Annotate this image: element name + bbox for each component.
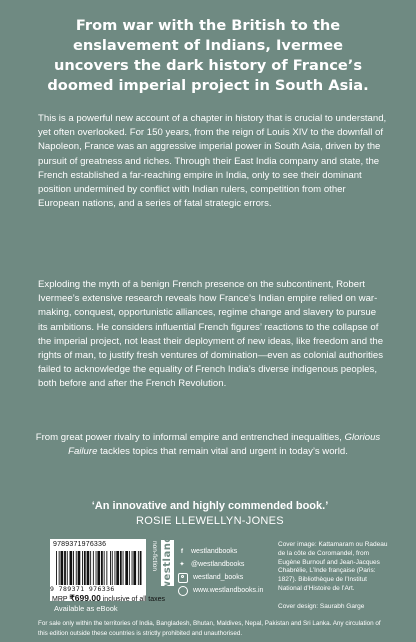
instagram-handle: westland_books [193, 574, 244, 581]
twitter-icon: ✦ [179, 560, 185, 568]
description-paragraph-3 [30, 431, 386, 459]
logo-text: westland [162, 535, 173, 591]
ebook-note: Available as eBook [54, 604, 118, 613]
territory-notice: For sale only within the territories of India, Bangladesh, Bhutan, Maldives, Nepal, Pakistan and Sri Lanka. Any circulation of this edition outside these countries is strictly prohibited and unauthorised. [38, 620, 381, 637]
paragraph-3-after: tackles topics that remain vital and urgent in today’s world. [97, 446, 348, 458]
endorsement-author: ROSIE LLEWELLYN-JONES [136, 515, 284, 527]
instagram-link[interactable] [178, 571, 288, 584]
facebook-handle: westlandbooks [191, 548, 238, 555]
social-links [178, 545, 288, 597]
book-title-italic: Glorious Failure [68, 432, 381, 458]
barcode-icon [56, 551, 142, 585]
isbn-top: 9789371976336 [53, 541, 107, 548]
mrp-label: MRP [52, 596, 68, 603]
twitter-link[interactable] [178, 558, 288, 571]
facebook-icon: f [180, 547, 184, 555]
instagram-icon [178, 573, 188, 583]
description-paragraph-2: Exploding the myth of a benign French presence on the subcontinent, Robert Ivermee’s extensive research reveals how France’s Indian empire relied on war-making, conquest, opportunistic alliances, regime change and slavery to pursue its ambitions. He considers influential French figures’ reactions to the collapse of the imperial project, not least their deployment of new ideas, like freedom and the rights of man, to justify fresh ventures of domination—even as colonial authorities failed to acknowledge the equality of French India’s diverse indigenous peoples, both before and after the French Revolution. [38, 279, 384, 390]
website-link[interactable] [178, 584, 288, 597]
globe-icon [178, 586, 188, 596]
isbn-digits: 9 789371 976336 [50, 585, 115, 593]
westland-logo [161, 535, 174, 591]
headline: From war with the British to the enslavement of Indians, Ivermee uncovers the dark history of France’s doomed imperial project in South Asia. [47, 17, 369, 94]
website-url: www.westlandbooks.in [193, 587, 264, 594]
genre-label: non-fiction [151, 541, 158, 571]
cover-image-credit: Cover image: Kattamaram ou Radeau de la côte de Coromandel, from Eugène Burnouf and Jean-Jacques Chabrélie, L’Inde française (Paris: 1827). Bibliothèque de l’Institut National d’Histoire de l’Art. [278, 541, 388, 592]
facebook-link[interactable] [178, 545, 288, 558]
description-paragraph-1: This is a powerful new account of a chapter in history that is crucial to understand, yet often overlooked. For 150 years, from the reign of Louis XIV to the downfall of Napoleon, France was an aggressive imperial power in South Asia, driven by the pursuit of greatness and riches. Through their East India company and state, the French established a far-reaching empire in India, only to see their dominant position undermined by conflict with Indian rulers, competition from other European nations, and a series of fatal strategic errors. [38, 113, 387, 210]
cover-design-credit: Cover design: Saurabh Garge [278, 603, 365, 610]
paragraph-3-before: From great power rivalry to informal empire and entrenched inequalities, [35, 432, 345, 443]
mrp-suffix: inclusive of all taxes [102, 596, 166, 603]
endorsement-quote: ‘An innovative and highly commended book.’ [91, 500, 329, 512]
twitter-handle: @westlandbooks [191, 561, 245, 568]
mrp-value: ₹699.00 [69, 593, 101, 603]
